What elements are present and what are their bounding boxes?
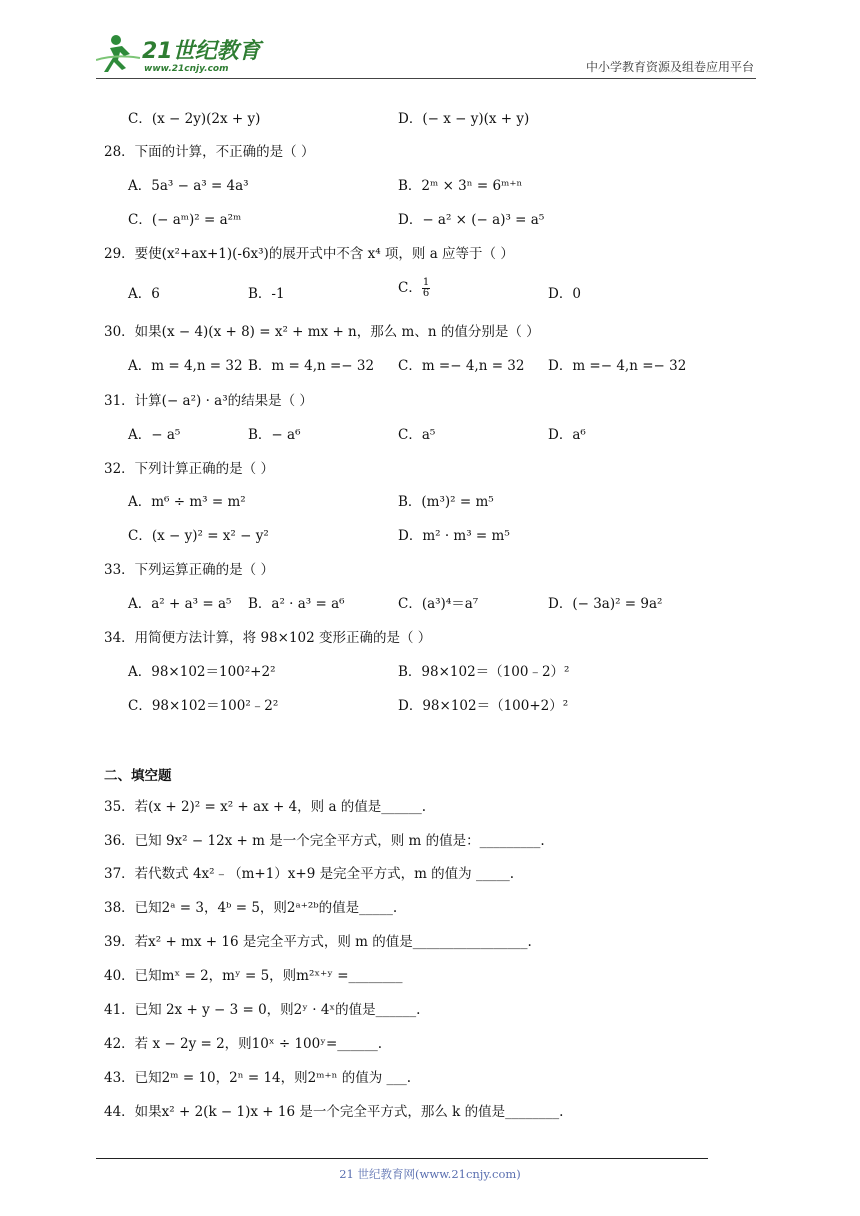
q34-option-b: B．98×102＝（100﹣2）² — [398, 664, 570, 680]
q28-option-d: D．− a² × (− a)³ = a⁵ — [398, 212, 545, 228]
q33-option-b: B．a² · a³ = a⁶ — [248, 596, 345, 612]
footer-divider — [96, 1158, 708, 1159]
q31-option-a: A．− a⁵ — [128, 427, 181, 443]
q32-option-c: C．(x − y)² = x² − y² — [128, 528, 269, 544]
q30-option-d: D．m =− 4,n =− 32 — [548, 358, 687, 374]
q29-option-c-label: C． — [398, 280, 422, 296]
q29-option-c — [398, 276, 430, 299]
q28-stem: 28．下面的计算，不正确的是（ ） — [104, 144, 315, 160]
q32-option-d: D．m² · m³ = m⁵ — [398, 528, 510, 544]
fill-question-36: 36．已知 9x² − 12x + m 是一个完全平方式，则 m 的值是：_________. — [104, 833, 545, 849]
fill-question-40: 40．已知mˣ = 2，mʸ = 5，则m²ˣ⁺ʸ =________ — [104, 968, 403, 984]
q30-stem: 30．如果(x − 4)(x + 8) = x² + mx + n，那么 m、n 的值分别是（ ） — [104, 324, 540, 340]
q33-stem: 33．下列运算正确的是（ ） — [104, 562, 274, 578]
q34-option-a: A．98×102＝100²+2² — [128, 664, 276, 680]
header-tagline: 中小学教育资源及组卷应用平台 — [585, 60, 754, 74]
fill-question-38: 38．已知2ᵃ = 3，4ᵇ = 5，则2ᵃ⁺²ᵇ的值是_____. — [104, 900, 398, 916]
page-header — [96, 30, 756, 79]
q29-option-d: D．0 — [548, 286, 581, 302]
q28-option-c: C．(− aᵐ)² = a²ᵐ — [128, 212, 242, 228]
q33-option-c: C．(a³)⁴＝a⁷ — [398, 596, 479, 612]
q34-stem: 34．用简便方法计算，将 98×102 变形正确的是（ ） — [104, 630, 432, 646]
q31-option-b: B．− a⁶ — [248, 427, 301, 443]
fill-question-39: 39．若x² + mx + 16 是完全平方式，则 m 的值是_________________. — [104, 934, 532, 950]
fill-question-35: 35．若(x + 2)² = x² + ax + 4，则 a 的值是______. — [104, 799, 427, 815]
q33-option-a: A．a² + a³ = a⁵ — [128, 596, 232, 612]
q31-option-c: C．a⁵ — [398, 427, 436, 443]
page-footer: 21 世纪教育网(www.21cnjy.com) — [339, 1167, 521, 1181]
q31-option-d: D．a⁶ — [548, 427, 586, 443]
site-logo — [96, 32, 266, 76]
q27-option-d: D．(− x − y)(x + y) — [398, 111, 530, 127]
q28-option-b: B．2ᵐ × 3ⁿ = 6ᵐ⁺ⁿ — [398, 178, 523, 194]
fill-question-43: 43．已知2ᵐ = 10，2ⁿ = 14，则2ᵐ⁺ⁿ 的值为 ___. — [104, 1070, 412, 1086]
q29-stem: 29．要使(x²+ax+1)(-6x³)的展开式中不含 x⁴ 项，则 a 应等于（ ） — [104, 246, 514, 262]
fraction-denominator: 6 — [422, 288, 430, 299]
q34-option-d: D．98×102＝（100+2）² — [398, 698, 569, 714]
fill-question-42: 42．若 x − 2y = 2，则10ˣ ÷ 100ʸ=______. — [104, 1036, 383, 1052]
q32-option-a: A．m⁶ ÷ m³ = m² — [128, 494, 246, 510]
logo-url: www.21cnjy.com — [144, 64, 229, 74]
logo-text: 21世纪教育 — [142, 39, 261, 64]
q30-option-c: C．m =− 4,n = 32 — [398, 358, 525, 374]
q28-option-a: A．5a³ − a³ = 4a³ — [128, 178, 249, 194]
q33-option-d: D．(− 3a)² = 9a² — [548, 596, 663, 612]
fraction — [422, 278, 430, 299]
q31-stem: 31．计算(− a²) · a³的结果是（ ） — [104, 393, 313, 409]
q32-stem: 32．下列计算正确的是（ ） — [104, 461, 274, 477]
fraction-numerator: 1 — [422, 277, 430, 288]
q27-option-c: C．(x − 2y)(2x + y) — [128, 111, 261, 127]
fill-question-37: 37．若代数式 4x²﹣（m+1）x+9 是完全平方式，m 的值为 _____. — [104, 866, 515, 882]
fill-question-41: 41．已知 2x + y − 3 = 0，则2ʸ · 4ˣ的值是______. — [104, 1002, 421, 1018]
q29-option-b: B．-1 — [248, 286, 285, 302]
section-heading: 二、填空题 — [104, 768, 172, 784]
q34-option-c: C．98×102＝100²﹣2² — [128, 698, 279, 714]
q30-option-a: A．m = 4,n = 32 — [128, 358, 243, 374]
q32-option-b: B．(m³)² = m⁵ — [398, 494, 494, 510]
fill-question-44: 44．如果x² + 2(k − 1)x + 16 是一个完全平方式，那么 k 的值是________. — [104, 1104, 564, 1120]
q30-option-b: B．m = 4,n =− 32 — [248, 358, 375, 374]
q29-option-a: A．6 — [128, 286, 160, 302]
